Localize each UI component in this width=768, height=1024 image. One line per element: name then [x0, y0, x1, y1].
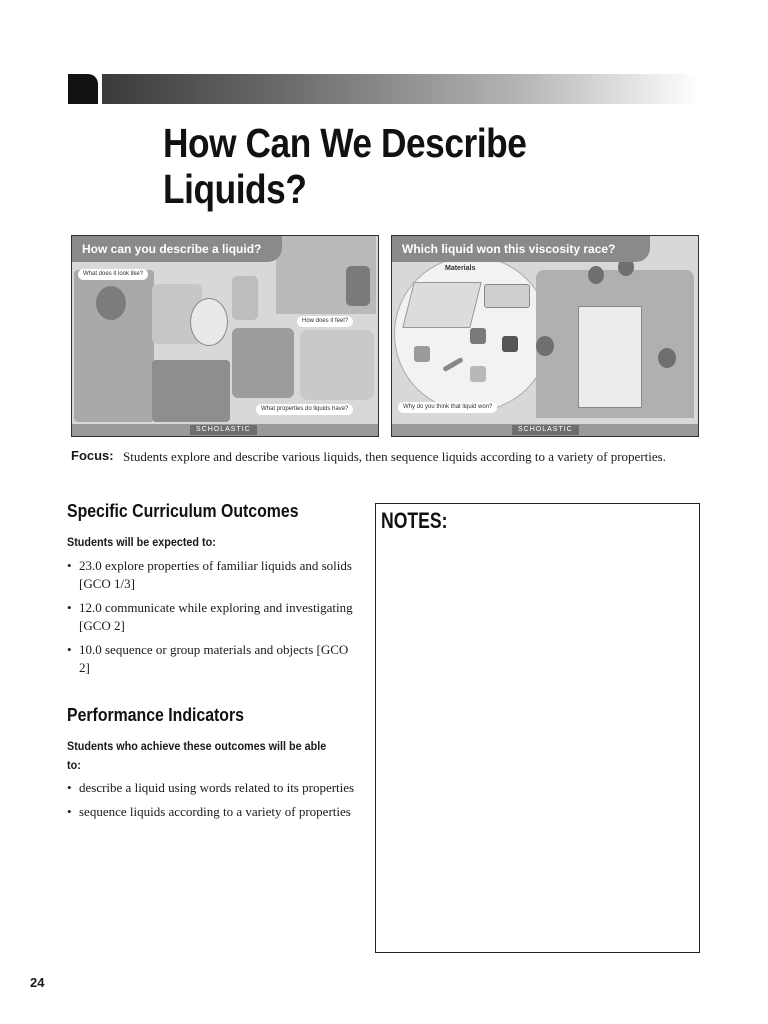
list-item: • 23.0 explore properties of familiar liquids and solids [GCO 1/3]: [67, 557, 362, 593]
callout-feel: How does it feel?: [297, 316, 353, 327]
page-number: 24: [30, 975, 45, 990]
section-header-band: [68, 74, 700, 104]
board-item: [402, 282, 481, 328]
list-item: • describe a liquid using words related to its properties: [67, 779, 362, 797]
child-head-4: [658, 348, 676, 368]
header-gradient-bar: [102, 74, 700, 104]
poster-left-brand: SCHOLASTIC: [190, 425, 257, 435]
cup-item-4: [470, 366, 486, 382]
dish-photo: [190, 298, 228, 346]
callout-properties: What properties do liquids have?: [256, 404, 353, 415]
outcomes-list: [67, 557, 362, 683]
indicators-list: [67, 779, 362, 827]
materials-label: Materials: [445, 265, 476, 272]
child-head-3: [536, 336, 554, 356]
boy-head: [96, 286, 126, 320]
pancake-photo: [232, 328, 294, 398]
header-tab: [68, 74, 98, 104]
poster-left-banner: How can you describe a liquid?: [72, 236, 282, 262]
sink-photo: [152, 360, 230, 422]
list-item: • 12.0 communicate while exploring and investigating [GCO 2]: [67, 599, 362, 635]
list-item: • 10.0 sequence or group materials and objects [GCO 2]: [67, 641, 362, 677]
poster-viscosity-race: [391, 235, 699, 437]
callout-why-won: Why do you think that liquid won?: [398, 402, 497, 413]
indicators-lead: Students who achieve these outcomes will be able to:: [67, 739, 327, 772]
poster-describe-liquid: [71, 235, 379, 437]
honey-jar-photo: [232, 276, 258, 320]
callout-look: What does it look like?: [78, 269, 148, 280]
cup-item-1: [470, 328, 486, 344]
blender-photo: [346, 266, 370, 306]
focus-label: Focus:: [71, 448, 114, 463]
page-title: How Can We Describe Liquids?: [163, 120, 527, 212]
list-item: • sequence liquids according to a variety of properties: [67, 803, 362, 821]
outcomes-lead: Students will be expected to:: [67, 535, 216, 549]
race-board: [578, 306, 642, 408]
focus-text: Students explore and describe various liquids, then sequence liquids according to a variety of properties.: [123, 449, 666, 464]
notes-box[interactable]: [375, 503, 700, 953]
pan-item: [484, 284, 530, 308]
indicators-heading: Performance Indicators: [67, 705, 244, 725]
cup-item-3: [414, 346, 430, 362]
poster-right-brand: SCHOLASTIC: [512, 425, 579, 435]
outcomes-heading: Specific Curriculum Outcomes: [67, 501, 299, 521]
hands-photo: [300, 330, 374, 400]
child-head-1: [588, 266, 604, 284]
cup-item-2: [502, 336, 518, 352]
notes-title: NOTES:: [381, 508, 448, 533]
poster-right-banner: Which liquid won this viscosity race?: [392, 236, 650, 262]
